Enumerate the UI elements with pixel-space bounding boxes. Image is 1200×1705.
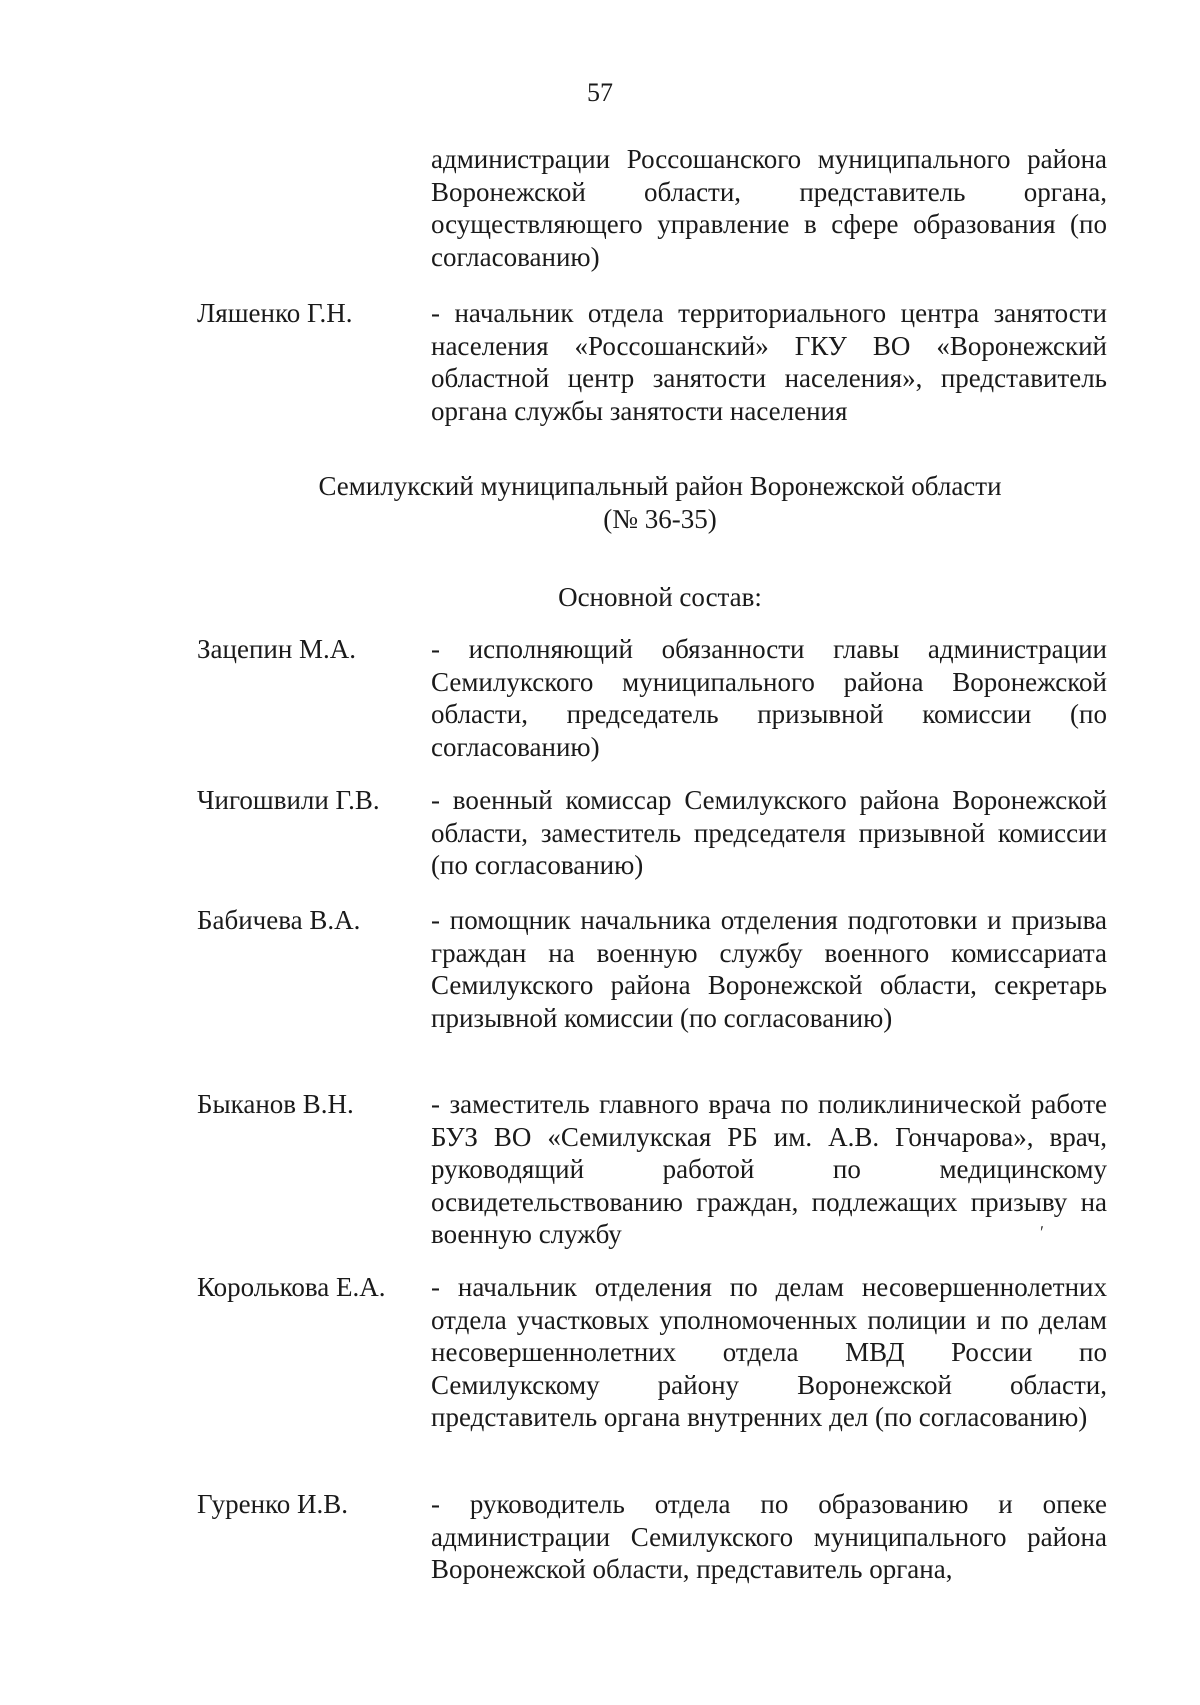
member-name: Гуренко И.В. (197, 1489, 349, 1519)
section-title-line1: Семилукский муниципальный район Воронежской области (318, 471, 1002, 501)
member-name: Зацепин М.А. (197, 634, 357, 664)
continuation-text: администрации Россошанского муниципального района Воронежской области, представитель органа, осуществляющего управление в сфере образования (по согласованию) (431, 144, 1107, 272)
member-name: Ляшенко Г.Н. (197, 298, 353, 328)
section-subtitle (0, 581, 1200, 614)
member-entry (197, 784, 1107, 882)
member-description: - военный комиссар Семилукского района Воронежской области, заместитель председателя призывной комиссии (по согласованию) (431, 785, 1107, 880)
section-title (0, 470, 1200, 535)
member-name: Бабичева В.А. (197, 905, 361, 935)
stray-mark: ʹ (1040, 1222, 1044, 1242)
page-number: 57 (587, 78, 613, 107)
member-name: Быканов В.Н. (197, 1089, 354, 1119)
member-entry (197, 904, 1107, 1034)
section-title-line2: (№ 36-35) (603, 503, 717, 534)
section-subtitle-text: Основной состав: (558, 582, 762, 612)
member-entry (197, 1271, 1107, 1434)
member-description: - заместитель главного врача по поликлинической работе БУЗ ВО «Семилукская РБ им. А.В. Гончарова», врач, руководящий работой по медицинскому освидетельствованию граждан, подлежащих призыву на военную службу (431, 1089, 1107, 1249)
member-description: - помощник начальника отделения подготовки и призыва граждан на военную службу военного комиссариата Семилукского района Воронежской области, секретарь призывной комиссии (по согласованию) (431, 905, 1107, 1033)
member-entry (197, 1488, 1107, 1586)
member-description: - руководитель отдела по образованию и опеке администрации Семилукского муниципального района Воронежской области, представитель органа, (431, 1489, 1107, 1584)
member-name: Чигошвили Г.В. (197, 785, 380, 815)
member-entry (197, 297, 1107, 427)
member-description: - исполняющий обязанности главы администрации Семилукского муниципального района Воронежской области, председатель призывной комиссии (по согласованию) (431, 634, 1107, 762)
member-name: Королькова Е.А. (197, 1272, 386, 1302)
member-description: - начальник отдела территориального центра занятости населения «Россошанский» ГКУ ВО «Воронежский областной центр занятости населения», представитель органа службы занятости населения (431, 298, 1107, 426)
member-entry (197, 1088, 1107, 1251)
member-description: - начальник отделения по делам несовершеннолетних отдела участковых уполномоченных полиции и по делам несовершеннолетних отдела МВД России по Семилукскому району Воронежской области, представитель органа внутренних дел (по согласованию) (431, 1272, 1107, 1432)
member-entry (197, 633, 1107, 763)
